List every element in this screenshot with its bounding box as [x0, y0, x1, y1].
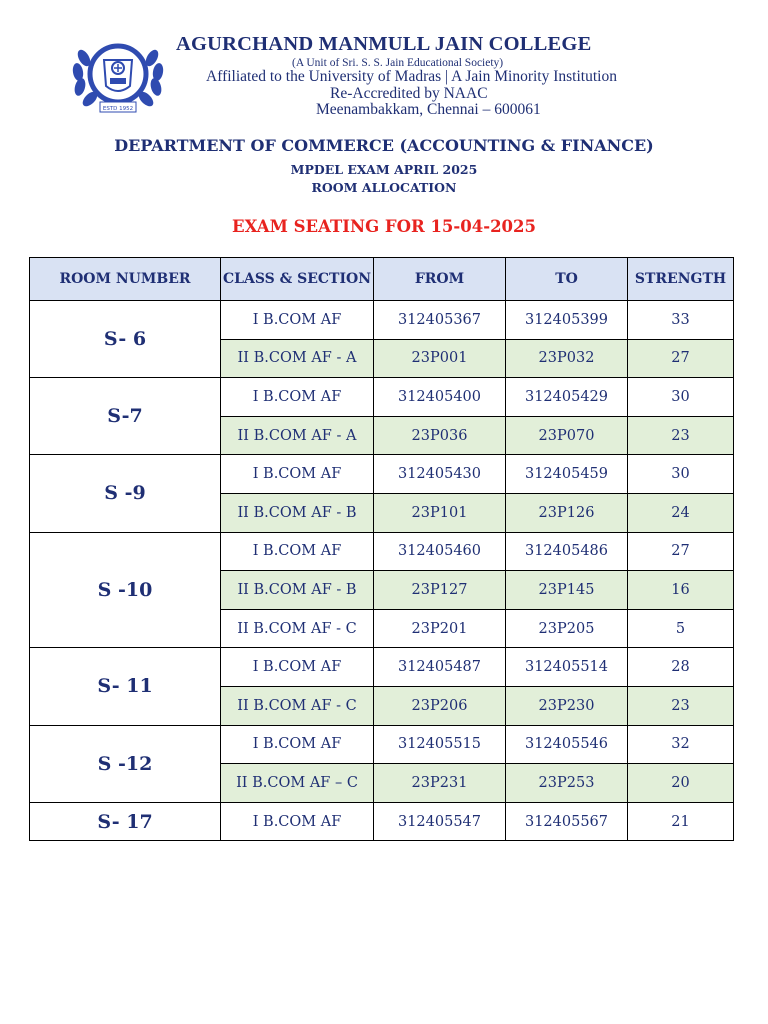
class-section-cell: II B.COM AF - A [221, 339, 374, 378]
room-number-cell: S- 6 [30, 301, 221, 378]
header-room-number: ROOM NUMBER [30, 258, 221, 301]
table-row [30, 802, 734, 841]
room-number-cell: S -10 [30, 532, 221, 648]
college-emblem-logo [70, 36, 166, 114]
strength-cell: 32 [628, 725, 734, 764]
to-cell: 23P032 [506, 339, 628, 378]
accreditation-line: Re-Accredited by NAAC [330, 85, 488, 102]
exam-title: MPDEL EXAM APRIL 2025 [290, 162, 478, 177]
header-class-section: CLASS & SECTION [221, 258, 374, 301]
room-number-cell: S-7 [30, 378, 221, 455]
class-section-cell: I B.COM AF [221, 532, 374, 571]
from-cell: 23P127 [374, 571, 506, 610]
college-name: AGURCHAND MANMULL JAIN COLLEGE [176, 33, 592, 55]
strength-cell: 27 [628, 339, 734, 378]
class-section-cell: II B.COM AF – C [221, 764, 374, 803]
from-cell: 23P201 [374, 609, 506, 648]
strength-cell: 21 [628, 802, 734, 841]
strength-cell: 16 [628, 571, 734, 610]
to-cell: 23P070 [506, 416, 628, 455]
strength-cell: 28 [628, 648, 734, 687]
from-cell: 312405400 [374, 378, 506, 417]
strength-cell: 23 [628, 686, 734, 725]
to-cell: 312405459 [506, 455, 628, 494]
to-cell: 312405567 [506, 802, 628, 841]
to-cell: 312405546 [506, 725, 628, 764]
table-row [30, 648, 734, 687]
society-line: (A Unit of Sri. S. S. Jain Educational Society) [292, 57, 504, 69]
class-section-cell: II B.COM AF - B [221, 571, 374, 610]
department-title: DEPARTMENT OF COMMERCE (ACCOUNTING & FINANCE) [114, 136, 654, 155]
to-cell: 23P145 [506, 571, 628, 610]
strength-cell: 24 [628, 493, 734, 532]
table-header-row [30, 258, 734, 301]
strength-cell: 30 [628, 455, 734, 494]
to-cell: 312405486 [506, 532, 628, 571]
class-section-cell: I B.COM AF [221, 455, 374, 494]
table-row [30, 378, 734, 417]
header-strength: STRENGTH [628, 258, 734, 301]
from-cell: 312405547 [374, 802, 506, 841]
header-from: FROM [374, 258, 506, 301]
class-section-cell: I B.COM AF [221, 802, 374, 841]
from-cell: 23P101 [374, 493, 506, 532]
strength-cell: 27 [628, 532, 734, 571]
to-cell: 312405429 [506, 378, 628, 417]
from-cell: 312405367 [374, 301, 506, 340]
from-cell: 312405430 [374, 455, 506, 494]
strength-cell: 23 [628, 416, 734, 455]
from-cell: 312405515 [374, 725, 506, 764]
header-to: TO [506, 258, 628, 301]
college-header [0, 0, 768, 130]
logo-estd-text: ESTD 1952 [102, 106, 134, 112]
from-cell: 23P231 [374, 764, 506, 803]
strength-cell: 30 [628, 378, 734, 417]
affiliation-line: Affiliated to the University of Madras | A Jain Minority Institution [206, 68, 617, 85]
class-section-cell: I B.COM AF [221, 301, 374, 340]
table-row [30, 532, 734, 571]
class-section-cell: I B.COM AF [221, 725, 374, 764]
to-cell: 312405399 [506, 301, 628, 340]
to-cell: 23P253 [506, 764, 628, 803]
to-cell: 23P126 [506, 493, 628, 532]
room-allocation-subtitle: ROOM ALLOCATION [311, 180, 457, 195]
to-cell: 312405514 [506, 648, 628, 687]
strength-cell: 5 [628, 609, 734, 648]
class-section-cell: II B.COM AF - C [221, 686, 374, 725]
seating-date-title: EXAM SEATING FOR 15-04-2025 [232, 217, 536, 236]
from-cell: 312405487 [374, 648, 506, 687]
room-allocation-table [29, 257, 734, 841]
from-cell: 23P036 [374, 416, 506, 455]
class-section-cell: I B.COM AF [221, 378, 374, 417]
class-section-cell: II B.COM AF - C [221, 609, 374, 648]
table-row [30, 455, 734, 494]
from-cell: 23P001 [374, 339, 506, 378]
to-cell: 23P205 [506, 609, 628, 648]
room-number-cell: S- 17 [30, 802, 221, 841]
room-number-cell: S -9 [30, 455, 221, 532]
strength-cell: 20 [628, 764, 734, 803]
table-body [30, 301, 734, 841]
table-row [30, 725, 734, 764]
room-number-cell: S- 11 [30, 648, 221, 725]
room-number-cell: S -12 [30, 725, 221, 802]
to-cell: 23P230 [506, 686, 628, 725]
from-cell: 312405460 [374, 532, 506, 571]
address-line: Meenambakkam, Chennai – 600061 [316, 101, 541, 118]
class-section-cell: II B.COM AF - A [221, 416, 374, 455]
strength-cell: 33 [628, 301, 734, 340]
class-section-cell: II B.COM AF - B [221, 493, 374, 532]
class-section-cell: I B.COM AF [221, 648, 374, 687]
table-row [30, 301, 734, 340]
from-cell: 23P206 [374, 686, 506, 725]
